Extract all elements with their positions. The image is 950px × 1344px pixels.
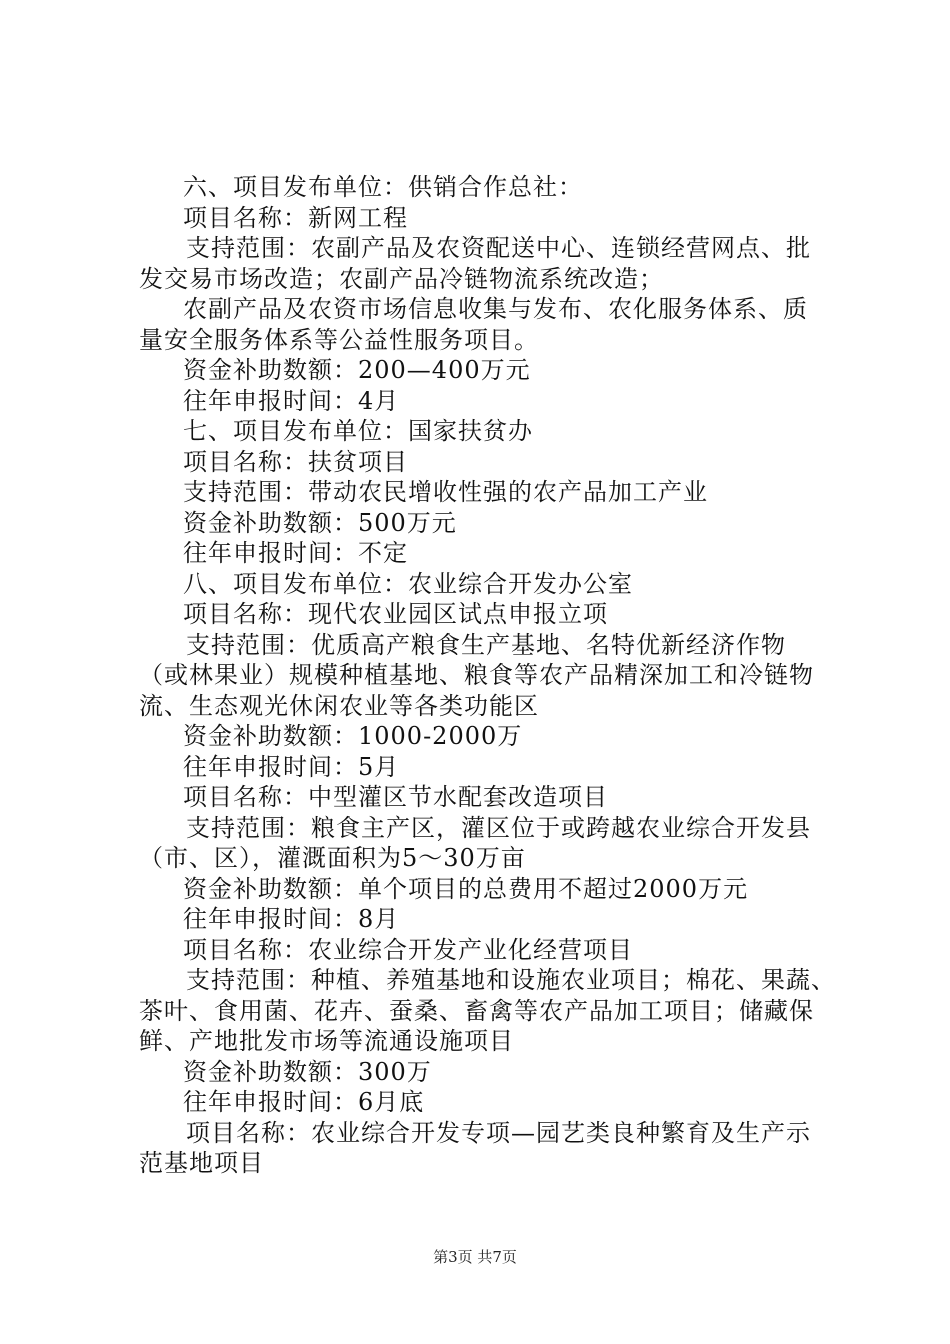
application-time: 往年申报时间：不定 [183, 539, 408, 567]
support-scope-cont: （市、区），灌溉面积为5～30万亩 [139, 844, 526, 872]
project-name: 项目名称：农业综合开发产业化经营项目 [183, 935, 633, 964]
project-name-cont: 范基地项目 [139, 1149, 264, 1177]
application-time: 往年申报时间：4月 [183, 386, 400, 415]
funding-amount: 资金补助数额：500万元 [183, 508, 457, 537]
paragraph-line-cont: 量安全服务体系等公益性服务项目。 [139, 325, 539, 354]
application-time: 往年申报时间：5月 [183, 752, 400, 781]
support-scope-cont: 茶叶、食用菌、花卉、蚕桑、畜禽等农产品加工项目；储藏保 [139, 996, 814, 1025]
funding-amount: 资金补助数额：200—400万元 [183, 356, 531, 384]
funding-amount: 资金补助数额：300万 [183, 1057, 432, 1086]
project-name: 项目名称：现代农业园区试点申报立项 [183, 600, 608, 628]
page-number-footer: 第3页 共7页 [433, 1248, 517, 1266]
document-body [139, 172, 839, 1179]
project-name: 项目名称：农业综合开发专项—园艺类良种繁育及生产示 [186, 1118, 811, 1147]
funding-amount: 资金补助数额：1000-2000万 [183, 722, 523, 750]
paragraph-line: 农副产品及农资市场信息收集与发布、农化服务体系、质 [183, 295, 808, 323]
support-scope: 支持范围：优质高产粮食生产基地、名特优新经济作物 [186, 630, 786, 659]
support-scope-cont: （或林果业）规模种植基地、粮食等农产品精深加工和冷链物 [139, 661, 814, 689]
project-name: 项目名称：中型灌区节水配套改造项目 [183, 783, 608, 811]
support-scope-cont: 流、生态观光休闲农业等各类功能区 [139, 691, 539, 720]
funding-amount: 资金补助数额：单个项目的总费用不超过2000万元 [183, 874, 749, 903]
support-scope-cont: 鲜、产地批发市场等流通设施项目 [139, 1027, 514, 1055]
section-heading: 六、项目发布单位：供销合作总社： [183, 173, 583, 201]
project-name: 项目名称：扶贫项目 [183, 447, 408, 476]
support-scope: 支持范围：农副产品及农资配送中心、连锁经营网点、批 [186, 234, 811, 262]
support-scope: 支持范围：粮食主产区，灌区位于或跨越农业综合开发县 [186, 813, 811, 842]
support-scope: 支持范围：带动农民增收性强的农产品加工产业 [183, 478, 708, 506]
support-scope: 支持范围：种植、养殖基地和设施农业项目；棉花、果蔬、 [186, 966, 836, 994]
section-heading: 七、项目发布单位：国家扶贫办 [183, 417, 533, 445]
section-heading: 八、项目发布单位：农业综合开发办公室 [183, 569, 633, 598]
project-name: 项目名称：新网工程 [183, 203, 408, 232]
support-scope-cont: 发交易市场改造；农副产品冷链物流系统改造； [139, 264, 664, 293]
application-time: 往年申报时间：6月底 [183, 1088, 425, 1116]
application-time: 往年申报时间：8月 [183, 905, 400, 933]
